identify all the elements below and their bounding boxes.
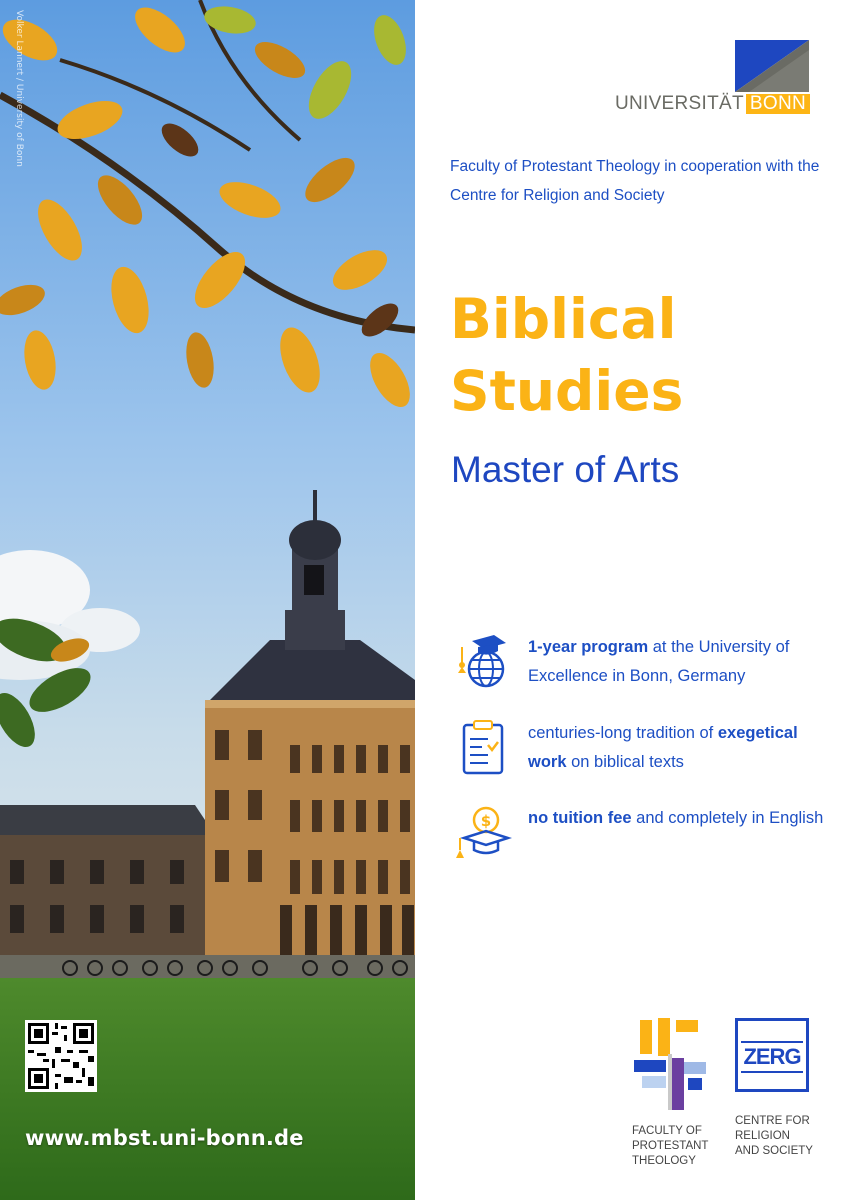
page-title (450, 283, 683, 427)
bonn-logo-mark-icon (735, 40, 809, 92)
feature-rest-program: at the University of Excellence in Bonn, Germany (528, 638, 790, 685)
logo-word-universitaet: UNIVERSITÄT (614, 93, 744, 114)
graduation-globe-icon (452, 633, 512, 693)
svg-text:ZERG: ZERG (743, 1044, 801, 1069)
qr-code-graphic (25, 1020, 97, 1092)
feature-pre-tradition: centuries-long tradition of (528, 724, 718, 742)
feature-bold-tradition: exegetical work (528, 724, 798, 771)
title-line-1: Biblical (450, 287, 677, 351)
faculty-logo (632, 1018, 712, 1169)
feature-bold-tuition: no tuition fee (528, 809, 632, 827)
qr-code-icon[interactable] (25, 1020, 97, 1092)
feature-text-tradition (528, 719, 828, 776)
photo-credit: Volker Lannert / University of Bonn (14, 10, 24, 167)
checklist-icon (452, 719, 512, 779)
university-bonn-logo (610, 38, 810, 118)
logo-word-bonn: BONN (746, 94, 810, 114)
campus-photo (0, 0, 415, 1200)
zerg-logo-icon (735, 1018, 809, 1092)
feature-item-tradition (452, 719, 832, 783)
feature-rest-tuition: and completely in English (631, 809, 824, 827)
faculty-cross-logo-icon (632, 1018, 710, 1110)
svg-text:$: $ (480, 812, 492, 830)
degree-subtitle: Master of Arts (451, 449, 680, 490)
zerg-logo (735, 1018, 815, 1159)
feature-text-tuition (528, 804, 828, 833)
coin-graduation-icon (452, 804, 512, 864)
faculty-logo-caption: FACULTY OF PROTESTANT THEOLOGY (632, 1125, 709, 1167)
feature-text-program (528, 633, 828, 690)
zerg-logo-caption: CENTRE FOR RELIGION AND SOCIETY (735, 1115, 813, 1157)
partner-logos (632, 1018, 822, 1168)
title-line-2: Studies (450, 359, 684, 423)
program-url[interactable]: www.mbst.uni-bonn.de (25, 1126, 304, 1150)
feature-rest-tradition: on biblical texts (566, 752, 684, 771)
logo-wordmark (615, 94, 810, 114)
feature-bold-program: 1-year program (528, 638, 649, 656)
feature-item-program (452, 633, 832, 697)
feature-item-tuition (452, 804, 832, 868)
faculty-line: Faculty of Protestant Theology in cooperation with the Centre for Religion and Society (450, 158, 820, 204)
